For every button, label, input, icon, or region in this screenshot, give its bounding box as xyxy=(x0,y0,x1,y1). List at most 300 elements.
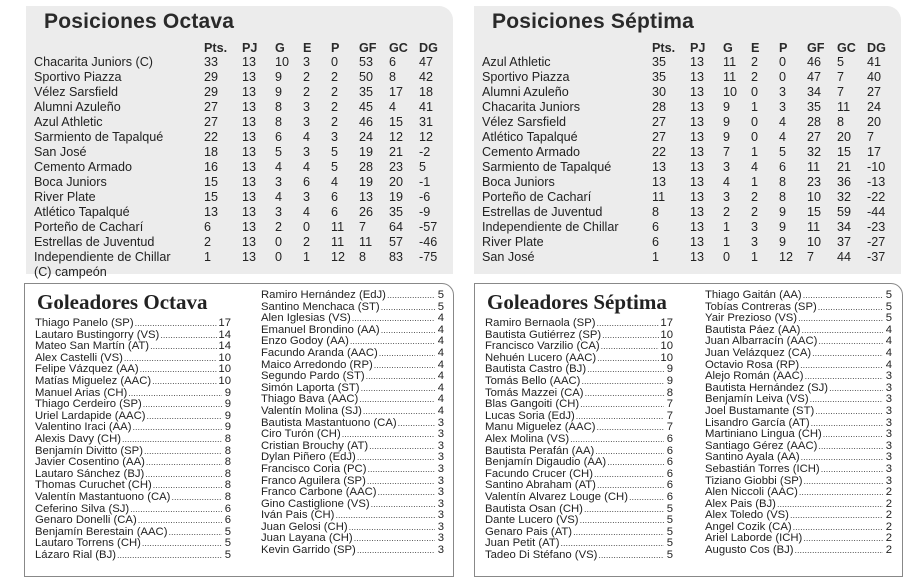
cell-p: 9 xyxy=(779,205,787,219)
cell-gc: 6 xyxy=(389,55,397,69)
scorer-name: Benjamín Divitto (SP) xyxy=(35,445,143,457)
scorer-name: Lautaro Sánchez (BJ) xyxy=(35,468,145,480)
scorer-goals: 5 xyxy=(437,301,444,313)
scorer-row xyxy=(485,457,673,469)
cell-e: 3 xyxy=(303,55,311,69)
scorer-name: Alen Iglesias (VS) xyxy=(261,313,351,325)
cell-g: 10 xyxy=(723,85,738,99)
dot-leader xyxy=(803,290,883,302)
scorer-name: Santino Ayala (AA) xyxy=(705,452,800,464)
cell-gc: 44 xyxy=(837,250,852,264)
scorer-goals: 5 xyxy=(666,526,673,538)
cell-pts: 1 xyxy=(204,250,212,264)
header-team xyxy=(482,40,652,55)
scorers-septima-left-list xyxy=(485,318,673,561)
cell-e: 4 xyxy=(303,130,311,144)
dot-leader xyxy=(122,434,222,446)
standings-header-row xyxy=(482,40,897,55)
scorer-goals: 4 xyxy=(437,371,444,383)
cell-pts: 29 xyxy=(204,70,219,84)
dot-leader xyxy=(153,480,222,492)
cell-g: 6 xyxy=(275,130,283,144)
dot-leader xyxy=(160,330,217,342)
dot-leader xyxy=(335,510,435,522)
cell-dg: 24 xyxy=(867,100,882,114)
scorer-name: Valentín Mastantuono (CA) xyxy=(35,491,171,503)
cell-gf: 32 xyxy=(807,145,822,159)
scorer-name: Ceferino Silva (SJ) xyxy=(35,503,130,515)
header-p: P xyxy=(779,40,788,55)
dot-leader xyxy=(790,510,883,522)
standings-row xyxy=(482,100,897,115)
scorer-goals: 3 xyxy=(885,463,892,475)
cell-g: 3 xyxy=(275,175,283,189)
cell-gf: 27 xyxy=(807,130,822,144)
scorer-row xyxy=(35,480,231,492)
scorer-name: Tiziano Giobbi (SP) xyxy=(705,475,803,487)
cell-pts: 28 xyxy=(652,100,667,114)
scorer-name: Valentín Molina (SJ) xyxy=(261,405,362,417)
scorer-goals: 8 xyxy=(224,480,231,492)
scorer-row xyxy=(485,492,673,504)
dot-leader xyxy=(597,422,665,434)
cell-p: 8 xyxy=(779,190,787,204)
scorer-row xyxy=(261,313,444,325)
scorer-goals: 2 xyxy=(885,521,892,533)
scorer-name: Thomas Curuchet (CH) xyxy=(35,480,152,492)
scorer-row xyxy=(705,394,892,406)
scorer-goals: 4 xyxy=(437,394,444,406)
scorer-row xyxy=(261,499,444,511)
scorer-row xyxy=(261,406,444,418)
cell-team: Sarmiento de Tapalqué xyxy=(34,130,164,144)
cell-p: 5 xyxy=(331,145,339,159)
cell-team: Porteño de Cacharí xyxy=(482,190,592,204)
cell-team: Boca Juniors xyxy=(482,175,555,189)
cell-gf: 45 xyxy=(359,100,374,114)
cell-team: Azul Athletic xyxy=(34,115,103,129)
scorer-name: Ramiro Bernaola (SP) xyxy=(485,318,596,329)
scorer-goals: 9 xyxy=(224,422,231,434)
cell-gf: 35 xyxy=(359,85,374,99)
cell-p: 6 xyxy=(779,160,787,174)
scorer-row xyxy=(705,348,892,360)
cell-dg: -1 xyxy=(419,175,431,189)
cell-dg: -37 xyxy=(867,250,886,264)
header-gf: GF xyxy=(807,40,825,55)
scorer-row xyxy=(35,434,231,446)
scorer-row xyxy=(35,469,231,481)
standings-row xyxy=(34,130,449,145)
scorer-goals: 10 xyxy=(660,341,673,353)
scorer-name: Segundo Pardo (ST) xyxy=(261,371,365,383)
scorer-row xyxy=(705,510,892,522)
scorer-goals: 3 xyxy=(885,382,892,394)
scorer-name: Francisco Coria (PC) xyxy=(261,463,367,475)
scorer-row xyxy=(485,538,673,550)
cell-e: 3 xyxy=(303,145,311,159)
scorer-row xyxy=(485,318,673,330)
cell-gc: 21 xyxy=(837,160,852,174)
cell-pj: 13 xyxy=(242,85,257,99)
cell-dg: -27 xyxy=(867,235,886,249)
dot-leader xyxy=(818,441,883,453)
cell-pj: 13 xyxy=(242,235,257,249)
cell-gc: 37 xyxy=(837,235,852,249)
scorer-goals: 10 xyxy=(218,375,231,387)
cell-p: 6 xyxy=(331,190,339,204)
scorer-goals: 10 xyxy=(660,352,673,364)
dot-leader xyxy=(387,290,435,302)
standings-row xyxy=(34,100,449,115)
scorer-row xyxy=(261,429,444,441)
standings-row xyxy=(482,85,897,100)
standings-octava-title: Posiciones Octava xyxy=(44,10,235,33)
cell-team: Alumni Azuleño xyxy=(34,100,121,114)
scorer-goals: 4 xyxy=(885,347,892,359)
scorer-row xyxy=(261,383,444,395)
cell-g: 0 xyxy=(275,250,283,264)
standings-row xyxy=(482,190,897,205)
cell-gf: 46 xyxy=(807,55,822,69)
standings-row xyxy=(34,250,449,265)
scorers-octava-right-list xyxy=(261,290,444,557)
standings-row xyxy=(482,160,897,175)
scorer-row xyxy=(35,330,231,342)
standings-row xyxy=(34,55,449,70)
cell-p: 12 xyxy=(779,250,794,264)
dot-leader xyxy=(381,302,435,314)
dot-leader xyxy=(607,457,664,469)
scorer-goals: 7 xyxy=(666,410,673,422)
standings-row xyxy=(34,205,449,220)
dot-leader xyxy=(580,515,664,527)
cell-gc: 20 xyxy=(389,175,404,189)
scorer-goals: 8 xyxy=(224,433,231,445)
cell-p: 3 xyxy=(779,100,787,114)
scorer-name: Octavio Rosa (RP) xyxy=(705,359,800,371)
dot-leader xyxy=(823,429,883,441)
scorer-name: Alex Toledo (VS) xyxy=(705,510,789,522)
scorer-goals: 5 xyxy=(885,301,892,313)
scorer-row xyxy=(35,538,231,550)
scorer-goals: 10 xyxy=(218,352,231,364)
scorer-goals: 3 xyxy=(437,475,444,487)
scorer-goals: 3 xyxy=(885,394,892,406)
cell-pts: 6 xyxy=(652,235,660,249)
cell-e: 3 xyxy=(751,235,759,249)
cell-p: 8 xyxy=(779,175,787,189)
scorer-goals: 6 xyxy=(666,468,673,480)
scorer-name: Juan Velázquez (CA) xyxy=(705,347,812,359)
scorer-name: Lautaro Bustingorry (VS) xyxy=(35,329,160,341)
scorer-name: Ramiro Hernández (EdJ) xyxy=(261,290,386,301)
scorer-row xyxy=(485,469,673,481)
scorer-row xyxy=(485,446,673,458)
scorer-goals: 2 xyxy=(885,545,892,557)
cell-p: 3 xyxy=(331,130,339,144)
scorer-row xyxy=(35,446,231,458)
cell-gf: 34 xyxy=(807,85,822,99)
scorer-row xyxy=(35,527,231,539)
scorer-goals: 9 xyxy=(666,375,673,387)
cell-g: 1 xyxy=(723,220,731,234)
scorer-goals: 9 xyxy=(224,410,231,422)
standings-row xyxy=(34,220,449,235)
scorer-row xyxy=(705,499,892,511)
scorer-row xyxy=(705,313,892,325)
cell-pts: 13 xyxy=(652,175,667,189)
scorer-goals: 3 xyxy=(885,440,892,452)
standings-row xyxy=(482,55,897,70)
scorer-name: Thiago Bava (AAC) xyxy=(261,394,359,406)
scorer-goals: 2 xyxy=(885,487,892,499)
scorer-goals: 3 xyxy=(885,429,892,441)
header-p: P xyxy=(331,40,340,55)
dot-leader xyxy=(803,533,883,545)
cell-dg: 5 xyxy=(419,160,427,174)
cell-dg: -2 xyxy=(419,145,431,159)
dot-leader xyxy=(805,371,883,383)
cell-team: Sportivo Piazza xyxy=(34,70,122,84)
cell-dg: 20 xyxy=(867,115,882,129)
scorer-row xyxy=(261,418,444,430)
scorer-goals: 3 xyxy=(437,545,444,557)
cell-dg: 31 xyxy=(419,115,434,129)
standings-septima-title: Posiciones Séptima xyxy=(492,10,695,33)
scorer-name: Juan Gelosi (CH) xyxy=(261,521,348,533)
cell-team: Porteño de Cacharí xyxy=(34,220,144,234)
scorer-goals: 14 xyxy=(218,329,231,341)
standings-septima-table xyxy=(482,40,897,265)
cell-pts: 13 xyxy=(204,205,219,219)
cell-pj: 13 xyxy=(690,160,705,174)
dot-leader xyxy=(580,399,664,411)
cell-pj: 13 xyxy=(242,250,257,264)
scorer-name: Juan Layana (CH) xyxy=(261,533,353,545)
dot-leader xyxy=(378,487,435,499)
dot-leader xyxy=(398,418,435,430)
cell-team: Atlético Tapalqué xyxy=(482,130,578,144)
scorer-goals: 3 xyxy=(885,417,892,429)
dot-leader xyxy=(799,487,883,499)
scorer-name: Genaro Pais (AT) xyxy=(485,526,573,538)
dot-leader xyxy=(602,330,659,342)
cell-gc: 21 xyxy=(389,145,404,159)
cell-g: 4 xyxy=(275,190,283,204)
scorer-row xyxy=(35,492,231,504)
cell-pts: 22 xyxy=(652,145,667,159)
cell-team: Azul Athletic xyxy=(482,55,551,69)
scorer-name: Matías Miguelez (AAC) xyxy=(35,375,152,387)
cell-gc: 15 xyxy=(837,145,852,159)
scorer-row xyxy=(705,464,892,476)
scorer-name: Bautista Páez (AA) xyxy=(705,324,801,336)
scorer-name: Francisco Varzilio (CA) xyxy=(485,341,600,353)
scorer-name: Facundo Crucer (CH) xyxy=(485,468,593,480)
scorers-octava-title: Goleadores Octava xyxy=(37,290,208,314)
cell-team: Chacarita Juniors xyxy=(482,100,580,114)
scorer-name: Emanuel Brondino (AA) xyxy=(261,324,380,336)
scorer-row xyxy=(35,341,231,353)
scorer-name: Valentino Iraci (AA) xyxy=(35,422,132,434)
cell-pts: 15 xyxy=(204,190,219,204)
cell-team: Boca Juniors xyxy=(34,175,107,189)
scorer-name: Franco Aguilera (SP) xyxy=(261,475,366,487)
dot-leader xyxy=(357,545,435,557)
cell-gc: 57 xyxy=(389,235,404,249)
cell-p: 2 xyxy=(331,85,339,99)
scorer-row xyxy=(705,336,892,348)
dot-leader xyxy=(818,336,883,348)
cell-p: 2 xyxy=(331,70,339,84)
cell-g: 3 xyxy=(723,190,731,204)
cell-p: 11 xyxy=(331,235,345,249)
cell-gc: 7 xyxy=(837,70,845,84)
cell-e: 2 xyxy=(751,55,759,69)
dot-leader xyxy=(374,360,435,372)
scorer-name: Mateo San Martín (AT) xyxy=(35,341,150,353)
cell-p: 5 xyxy=(779,145,787,159)
dot-leader xyxy=(815,406,883,418)
cell-e: 1 xyxy=(751,145,759,159)
standings-row xyxy=(482,220,897,235)
cell-gc: 5 xyxy=(837,55,845,69)
cell-e: 2 xyxy=(303,235,311,249)
cell-pts: 35 xyxy=(652,70,667,84)
scorer-name: Yair Prezioso (VS) xyxy=(705,313,798,325)
standings-row xyxy=(482,235,897,250)
cell-pj: 13 xyxy=(242,55,257,69)
cell-g: 2 xyxy=(723,205,731,219)
dot-leader xyxy=(145,469,222,481)
cell-g: 0 xyxy=(275,235,283,249)
scorer-goals: 3 xyxy=(437,487,444,499)
scorer-row xyxy=(261,476,444,488)
cell-pj: 13 xyxy=(690,100,705,114)
cell-pts: 27 xyxy=(652,115,667,129)
standings-row xyxy=(482,205,897,220)
cell-pj: 13 xyxy=(690,85,705,99)
scorer-goals: 9 xyxy=(224,399,231,411)
dot-leader xyxy=(152,376,217,388)
cell-p: 4 xyxy=(331,175,339,189)
scorer-name: Maico Arredondo (RP) xyxy=(261,359,373,371)
scorer-goals: 3 xyxy=(885,405,892,417)
scorer-name: Franco Carbone (AAC) xyxy=(261,487,377,499)
scorer-goals: 3 xyxy=(437,463,444,475)
cell-gc: 23 xyxy=(389,160,404,174)
dot-leader xyxy=(352,313,435,325)
dot-leader xyxy=(367,476,435,488)
scorer-row xyxy=(261,510,444,522)
scorer-goals: 2 xyxy=(885,533,892,545)
scorer-goals: 10 xyxy=(660,329,673,341)
dot-leader xyxy=(597,353,659,365)
scorer-row xyxy=(705,418,892,430)
scorer-row xyxy=(705,429,892,441)
scorer-row xyxy=(485,364,673,376)
cell-dg: 41 xyxy=(419,100,434,114)
cell-team: Sportivo Piazza xyxy=(482,70,570,84)
scorer-row xyxy=(705,476,892,488)
cell-pts: 15 xyxy=(204,175,219,189)
cell-gc: 8 xyxy=(837,115,845,129)
cell-p: 3 xyxy=(779,85,787,99)
scorer-row xyxy=(705,487,892,499)
cell-p: 12 xyxy=(331,250,346,264)
scorer-name: Bautista Gutiérrez (SP) xyxy=(485,329,602,341)
dot-leader xyxy=(135,318,218,330)
scorer-goals: 5 xyxy=(224,526,231,538)
scorer-goals: 6 xyxy=(666,433,673,445)
scorer-name: Benjamín Leiva (VS) xyxy=(705,394,809,406)
cell-e: 3 xyxy=(303,100,311,114)
scorer-name: Tomás Bello (AAC) xyxy=(485,375,581,387)
scorer-goals: 3 xyxy=(885,452,892,464)
dot-leader xyxy=(371,499,435,511)
scorer-row xyxy=(485,399,673,411)
cell-pts: 13 xyxy=(652,160,667,174)
cell-pj: 13 xyxy=(690,115,705,129)
cell-g: 9 xyxy=(275,70,283,84)
cell-gf: 10 xyxy=(807,190,822,204)
dot-leader xyxy=(595,446,664,458)
dot-leader xyxy=(138,515,222,527)
cell-dg: -22 xyxy=(867,190,886,204)
standings-row xyxy=(482,115,897,130)
scorer-goals: 3 xyxy=(437,440,444,452)
standings-row xyxy=(34,145,449,160)
scorer-name: Santino Menchaca (ST) xyxy=(261,301,380,313)
scorer-row xyxy=(705,383,892,395)
dot-leader xyxy=(132,422,222,434)
scorer-row xyxy=(705,302,892,314)
scorer-goals: 8 xyxy=(224,468,231,480)
cell-dg: 7 xyxy=(867,130,875,144)
dot-leader xyxy=(171,492,222,504)
header-gf: GF xyxy=(359,40,377,55)
scorer-name: Alexis Davy (CH) xyxy=(35,433,121,445)
scorer-name: Juan Albarracín (AAC) xyxy=(705,336,818,348)
scorer-row xyxy=(35,422,231,434)
scorer-row xyxy=(261,522,444,534)
cell-g: 11 xyxy=(723,70,737,84)
scorer-row xyxy=(261,533,444,545)
cell-p: 6 xyxy=(331,205,339,219)
scorer-name: Simón Laporta (ST) xyxy=(261,382,360,394)
header-e: E xyxy=(751,40,760,55)
standings-row xyxy=(34,70,449,85)
scorer-row xyxy=(705,371,892,383)
cell-p: 4 xyxy=(779,130,787,144)
header-pts: Pts. xyxy=(652,40,676,55)
dot-leader xyxy=(150,341,217,353)
scorer-goals: 5 xyxy=(437,290,444,301)
cell-pj: 13 xyxy=(690,235,705,249)
scorer-name: Bautista Mastantuono (CA) xyxy=(261,417,397,429)
scorer-row xyxy=(485,550,673,562)
scorer-row xyxy=(485,388,673,400)
cell-pts: 27 xyxy=(652,130,667,144)
scorer-row xyxy=(485,434,673,446)
dot-leader xyxy=(143,399,222,411)
cell-gc: 20 xyxy=(837,130,852,144)
dot-leader xyxy=(366,371,435,383)
header-pts: Pts. xyxy=(204,40,228,55)
cell-pj: 13 xyxy=(242,130,257,144)
cell-e: 2 xyxy=(751,190,759,204)
